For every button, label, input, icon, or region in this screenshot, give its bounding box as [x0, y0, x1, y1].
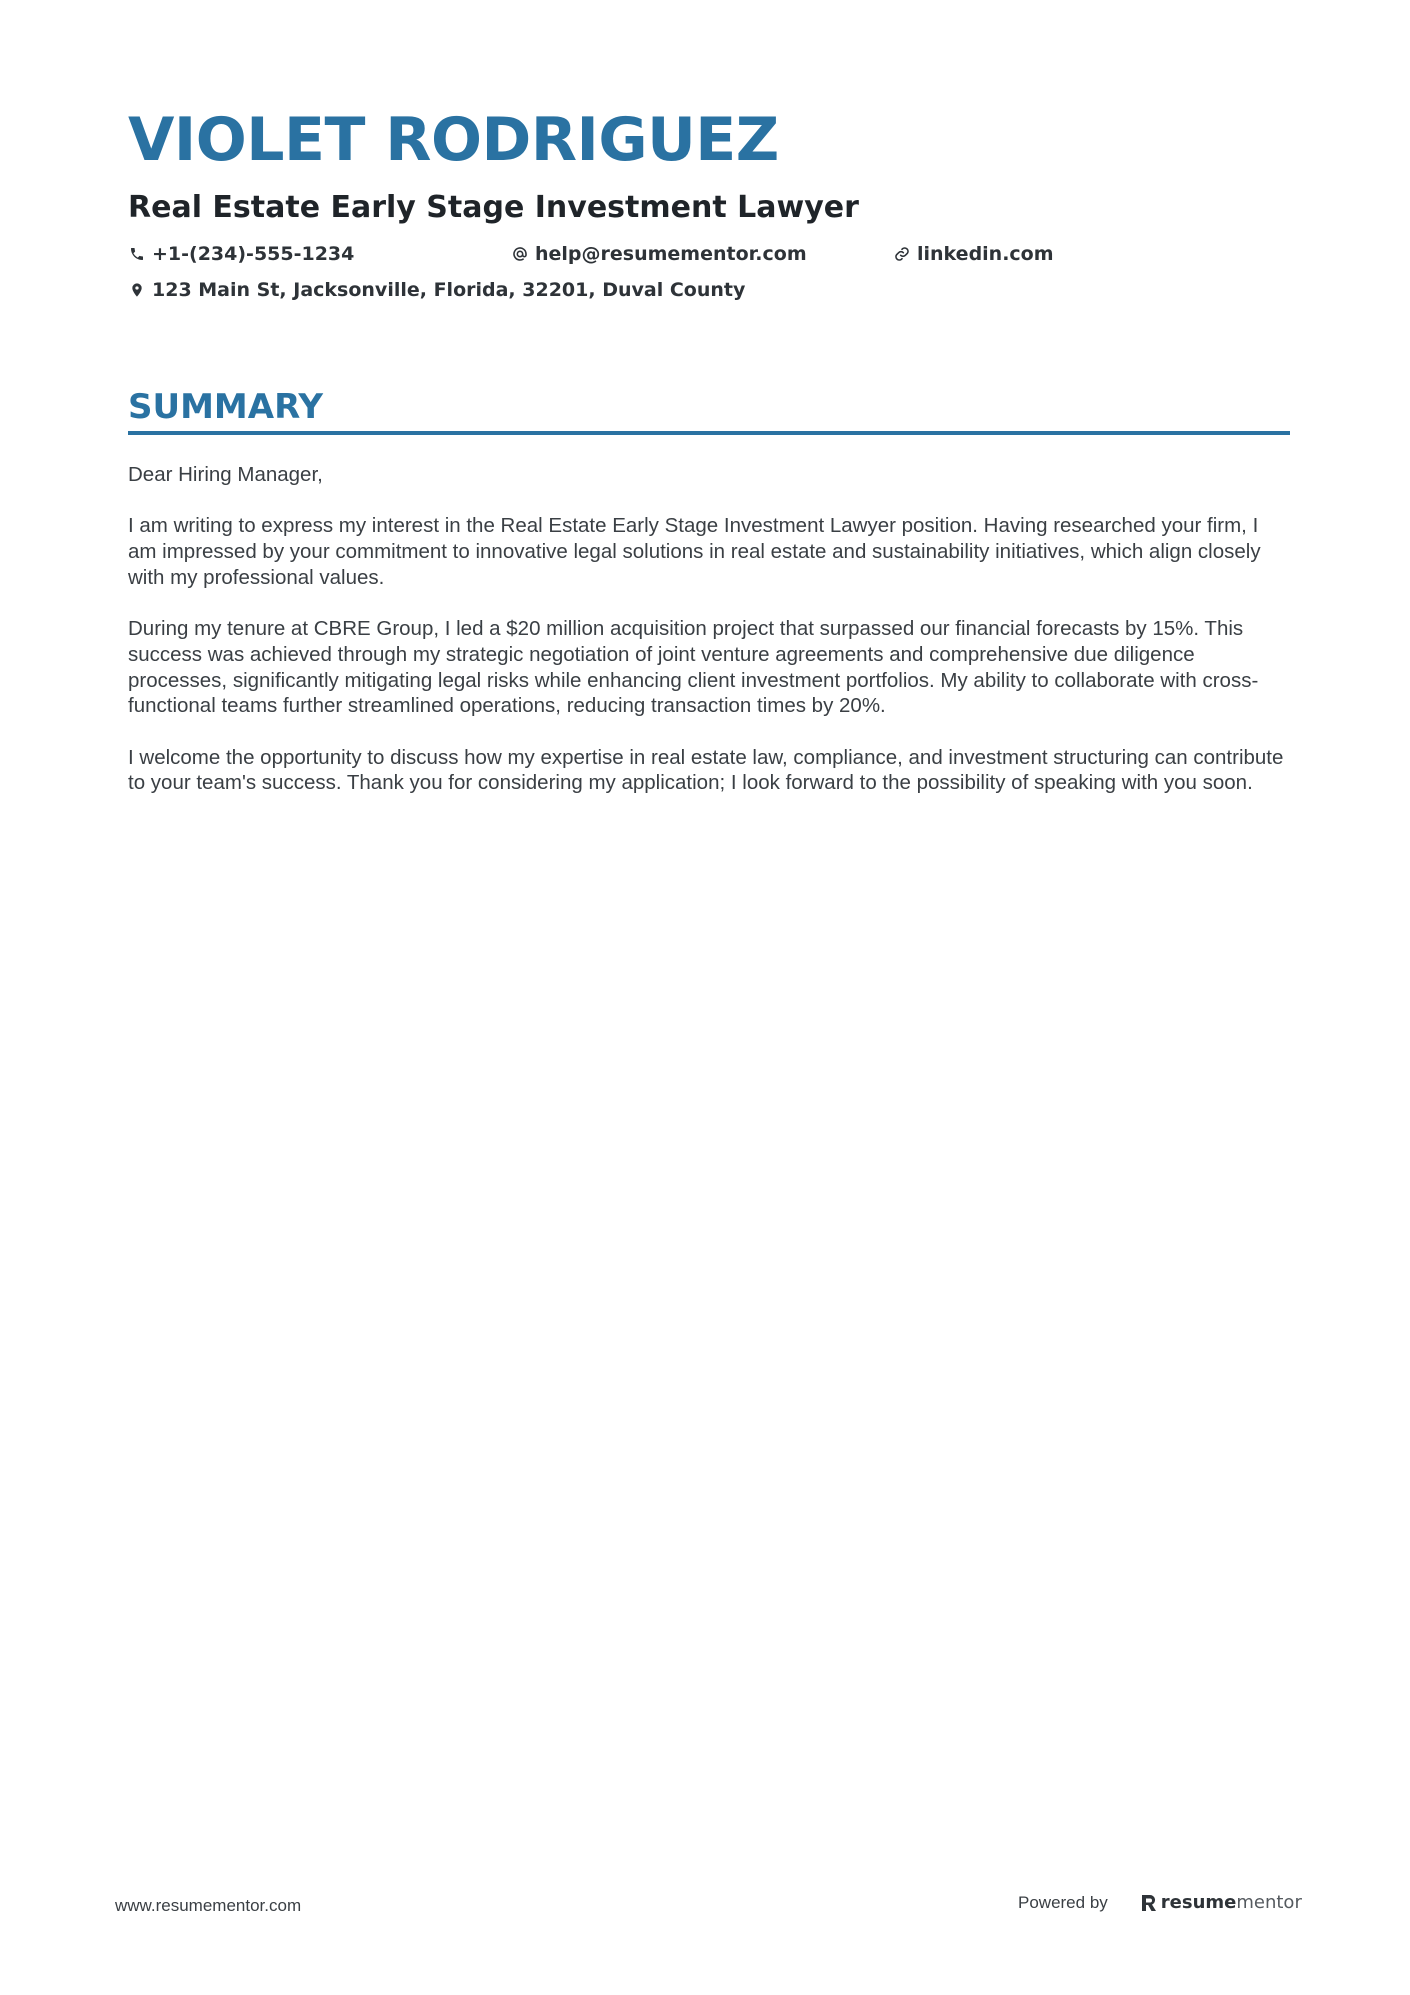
contact-phone [128, 243, 354, 265]
paragraph-experience: During my tenure at CBRE Group, I led a $20 million acquisition project that surpassed our financial forecasts by 15%. This success was achieved through my strategic negotiation of joint venture agreements and comprehensive due diligence processes, significantly mitigating legal risks while enhancing client investment portfolios. My ability to collaborate with cross-functional teams further streamlined operations, reducing transaction times by 20%. [128, 617, 1259, 718]
candidate-name: VIOLET RODRIGUEZ [128, 105, 779, 175]
paragraph-intro: I am writing to express my interest in the Real Estate Early Stage Investment Lawyer position. Having researched your firm, I am impressed by your commitment to innovative legal solutions in real estate and sustainability initiatives, which align closely with my professional values. [128, 514, 1261, 589]
link-icon [893, 245, 911, 263]
summary-body [128, 462, 1290, 822]
at-icon [511, 245, 529, 263]
phone-text: +1-(234)-555-1234 [152, 243, 355, 265]
email-text[interactable]: help@resumementor.com [535, 243, 807, 265]
brand-logo[interactable] [1140, 1892, 1302, 1913]
footer-website[interactable]: www.resumementor.com [115, 1896, 302, 1915]
footer-powered [1018, 1892, 1302, 1913]
contact-email [511, 243, 807, 265]
salutation: Dear Hiring Manager, [128, 463, 323, 486]
contact-link [893, 243, 1054, 265]
contact-address [128, 279, 745, 301]
link-text[interactable]: linkedin.com [917, 243, 1054, 265]
brand-name-bold: resume [1160, 1892, 1237, 1913]
address-text: 123 Main St, Jacksonville, Florida, 32201, Duval County [152, 279, 746, 301]
phone-icon [128, 245, 146, 263]
location-pin-icon [128, 281, 146, 299]
section-title-summary: SUMMARY [128, 387, 324, 427]
section-divider [128, 431, 1290, 435]
brand-mark-icon [1140, 1893, 1158, 1913]
job-title: Real Estate Early Stage Investment Lawyer [128, 190, 859, 225]
powered-by-label: Powered by [1018, 1892, 1108, 1912]
paragraph-closing: I welcome the opportunity to discuss how my expertise in real estate law, compliance, and investment structuring can contribute to your team's success. Thank you for considering my application; I look forward to the possibility of speaking with you soon. [128, 745, 1284, 795]
brand-name-light: mentor [1236, 1892, 1302, 1913]
